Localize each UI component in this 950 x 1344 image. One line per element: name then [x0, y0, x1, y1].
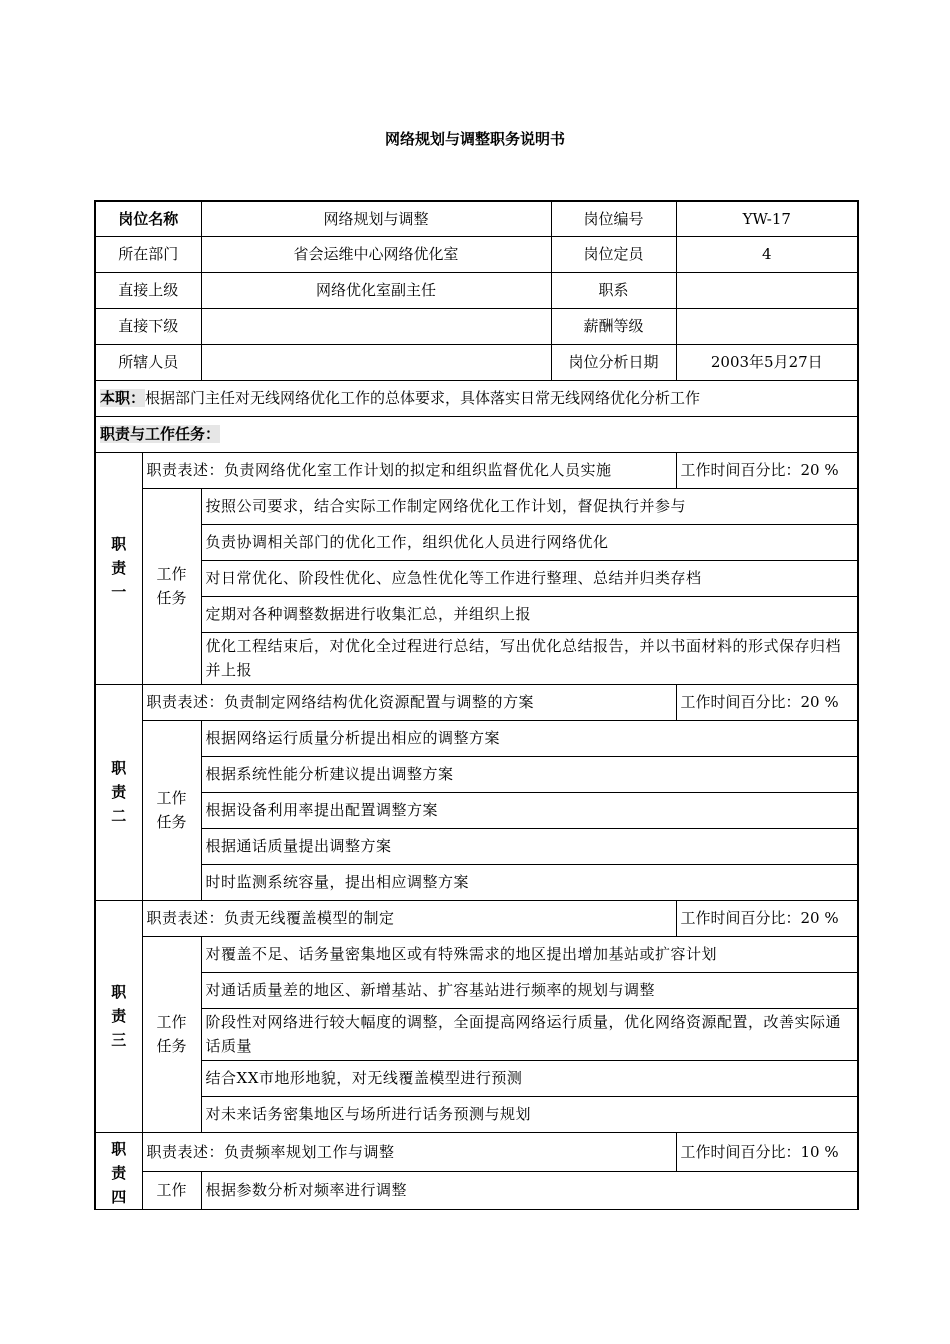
staff-label: 所辖人员 — [95, 344, 201, 380]
duties-heading-row — [95, 416, 858, 452]
duty-2-task-1 — [95, 720, 858, 756]
task-item: 根据网络运行质量分析提出相应的调整方案 — [201, 720, 858, 756]
superior-value: 网络优化室副主任 — [201, 272, 551, 308]
task-item: 根据设备利用率提出配置调整方案 — [201, 792, 858, 828]
duty-3-name: 职责三 — [95, 900, 142, 1132]
task-item: 根据系统性能分析建议提出调整方案 — [201, 756, 858, 792]
summary-text: 根据部门主任对无线网络优化工作的总体要求，具体落实日常无线网络优化分析工作 — [145, 389, 701, 407]
duty-2-desc: 职责表述：负责制定网络结构优化资源配置与调整的方案 — [142, 684, 676, 720]
duty-1-task-2 — [95, 524, 858, 560]
duty-3-task-label: 工作任务 — [142, 936, 201, 1132]
duty-4-desc-row — [95, 1132, 858, 1172]
duty-2-name: 职责二 — [95, 684, 142, 900]
duty-2-task-5 — [95, 864, 858, 900]
duty-1-task-5 — [95, 632, 858, 684]
task-item: 根据通话质量提出调整方案 — [201, 828, 858, 864]
summary-cell — [95, 380, 858, 416]
header-row-5 — [95, 344, 858, 380]
duty-1-time: 工作时间百分比：20 % — [676, 452, 858, 488]
summary-label: 本职： — [100, 389, 146, 407]
task-item: 阶段性对网络进行较大幅度的调整，全面提高网络运行质量，优化网络资源配置，改善实际通话质量 — [201, 1008, 858, 1060]
duty-4-time: 工作时间百分比：10 % — [676, 1132, 858, 1172]
job-description-table — [94, 200, 859, 1210]
duty-2-desc-row — [95, 684, 858, 720]
header-row-1 — [95, 201, 858, 236]
subordinate-value — [201, 308, 551, 344]
series-label: 职系 — [551, 272, 676, 308]
dept-label: 所在部门 — [95, 236, 201, 272]
duty-3-task-3 — [95, 1008, 858, 1060]
post-name-label: 岗位名称 — [95, 201, 201, 236]
post-name-value: 网络规划与调整 — [201, 201, 551, 236]
task-item: 定期对各种调整数据进行收集汇总，并组织上报 — [201, 596, 858, 632]
subordinate-label: 直接下级 — [95, 308, 201, 344]
quota-label: 岗位定员 — [551, 236, 676, 272]
series-value — [676, 272, 858, 308]
duty-2-time: 工作时间百分比：20 % — [676, 684, 858, 720]
task-item: 结合XX市地形地貌，对无线覆盖模型进行预测 — [201, 1060, 858, 1096]
task-item: 对覆盖不足、话务量密集地区或有特殊需求的地区提出增加基站或扩容计划 — [201, 936, 858, 972]
duty-1-task-label: 工作任务 — [142, 488, 201, 684]
duty-2-task-2 — [95, 756, 858, 792]
task-item: 负责协调相关部门的优化工作，组织优化人员进行网络优化 — [201, 524, 858, 560]
duty-3-task-4 — [95, 1060, 858, 1096]
superior-label: 直接上级 — [95, 272, 201, 308]
analysis-date-value: 2003年5月27日 — [676, 344, 858, 380]
duties-heading: 职责与工作任务： — [100, 425, 221, 443]
duty-3-time: 工作时间百分比：20 % — [676, 900, 858, 936]
duty-1-task-4 — [95, 596, 858, 632]
header-row-2 — [95, 236, 858, 272]
salary-label: 薪酬等级 — [551, 308, 676, 344]
duty-4-task-label: 工作 — [142, 1172, 201, 1209]
duty-3-task-5 — [95, 1096, 858, 1132]
dept-value: 省会运维中心网络优化室 — [201, 236, 551, 272]
duty-1-task-1 — [95, 488, 858, 524]
duty-1-name: 职责一 — [95, 452, 142, 684]
document-title: 网络规划与调整职务说明书 — [384, 130, 565, 148]
duty-4-name: 职责四 — [95, 1132, 142, 1209]
duty-4-desc: 职责表述：负责频率规划工作与调整 — [142, 1132, 676, 1172]
task-item: 对日常优化、阶段性优化、应急性优化等工作进行整理、总结并归类存档 — [201, 560, 858, 596]
duty-1-task-3 — [95, 560, 858, 596]
duty-3-task-2 — [95, 972, 858, 1008]
task-item: 优化工程结束后，对优化全过程进行总结，写出优化总结报告，并以书面材料的形式保存归档并上报 — [201, 632, 858, 684]
task-item: 对未来话务密集地区与场所进行话务预测与规划 — [201, 1096, 858, 1132]
task-item: 对通话质量差的地区、新增基站、扩容基站进行频率的规划与调整 — [201, 972, 858, 1008]
duty-4-task-1 — [95, 1172, 858, 1209]
duty-3-desc-row — [95, 900, 858, 936]
header-row-4 — [95, 308, 858, 344]
duty-2-task-label: 工作任务 — [142, 720, 201, 900]
post-no-value: YW-17 — [676, 201, 858, 236]
duty-1-desc-row — [95, 452, 858, 488]
summary-row — [95, 380, 858, 416]
header-row-3 — [95, 272, 858, 308]
duty-2-task-4 — [95, 828, 858, 864]
task-item: 按照公司要求，结合实际工作制定网络优化工作计划，督促执行并参与 — [201, 488, 858, 524]
quota-value: 4 — [676, 236, 858, 272]
duty-3-task-1 — [95, 936, 858, 972]
duty-1-desc: 职责表述：负责网络优化室工作计划的拟定和组织监督优化人员实施 — [142, 452, 676, 488]
duty-2-task-3 — [95, 792, 858, 828]
analysis-date-label: 岗位分析日期 — [551, 344, 676, 380]
duties-heading-cell — [95, 416, 858, 452]
post-no-label: 岗位编号 — [551, 201, 676, 236]
duty-3-desc: 职责表述：负责无线覆盖模型的制定 — [142, 900, 676, 936]
task-item: 时时监测系统容量，提出相应调整方案 — [201, 864, 858, 900]
task-item: 根据参数分析对频率进行调整 — [201, 1172, 858, 1209]
staff-value — [201, 344, 551, 380]
salary-value — [676, 308, 858, 344]
